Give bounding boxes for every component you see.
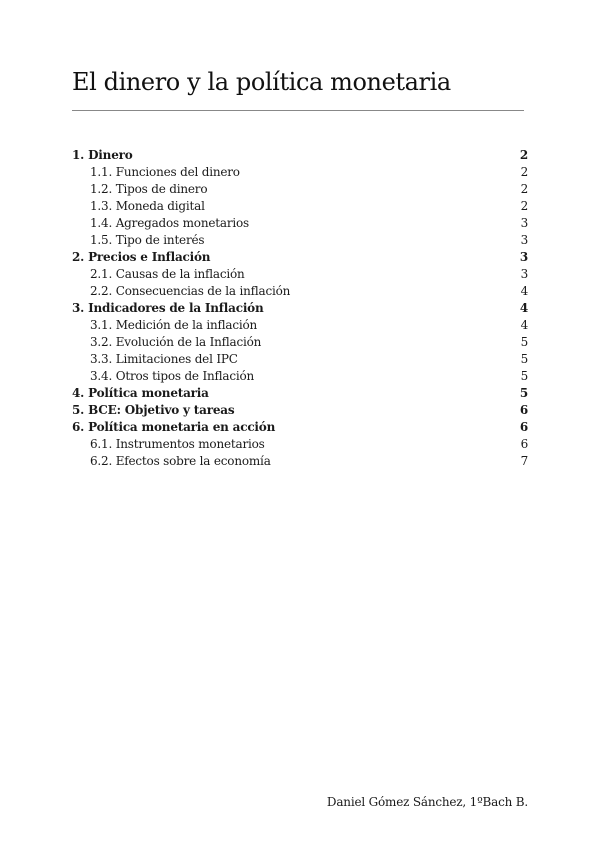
toc-section-entry[interactable] (72, 419, 528, 436)
toc-entry-label: 5. BCE: Objetivo y tareas (72, 403, 235, 417)
toc-subsection-entry[interactable] (72, 215, 528, 232)
toc-section-entry[interactable] (72, 300, 528, 317)
toc-entry-label: 2.1. Causas de la inflación (90, 267, 245, 281)
toc-page-number: 3 (519, 250, 528, 264)
toc-page-number: 7 (520, 454, 528, 468)
toc-entry-label: 4. Política monetaria (72, 386, 209, 400)
toc-page-number: 2 (519, 148, 528, 162)
toc-subsection-entry[interactable] (72, 198, 528, 215)
toc-entry-label: 3.3. Limitaciones del IPC (90, 352, 238, 366)
title-divider (72, 110, 524, 111)
toc-page-number: 5 (520, 352, 528, 366)
toc-entry-label: 6.1. Instrumentos monetarios (90, 437, 265, 451)
toc-section-entry[interactable] (72, 249, 528, 266)
toc-subsection-entry[interactable] (72, 283, 528, 300)
author-footer: Daniel Gómez Sánchez, 1ºBach B. (326, 795, 528, 809)
toc-entry-label: 6. Política monetaria en acción (72, 420, 276, 434)
toc-subsection-entry[interactable] (72, 317, 528, 334)
toc-entry-label: 2.2. Consecuencias de la inflación (90, 284, 291, 298)
toc-page-number: 5 (520, 369, 528, 383)
table-of-contents (72, 147, 528, 470)
toc-subsection-entry[interactable] (72, 164, 528, 181)
toc-entry-label: 6.2. Efectos sobre la economía (90, 454, 271, 468)
toc-section-entry[interactable] (72, 147, 528, 164)
toc-page-number: 5 (519, 386, 528, 400)
toc-subsection-entry[interactable] (72, 436, 528, 453)
toc-page-number: 6 (519, 403, 528, 417)
toc-subsection-entry[interactable] (72, 334, 528, 351)
toc-page-number: 4 (519, 301, 528, 315)
toc-entry-label: 1.5. Tipo de interés (90, 233, 205, 247)
toc-page-number: 6 (520, 437, 528, 451)
toc-page-number: 4 (520, 284, 528, 298)
toc-section-entry[interactable] (72, 402, 528, 419)
toc-entry-label: 1.4. Agregados monetarios (90, 216, 249, 230)
toc-entry-label: 2. Precios e Inflación (72, 250, 211, 264)
toc-subsection-entry[interactable] (72, 232, 528, 249)
toc-page-number: 2 (520, 165, 528, 179)
toc-page-number: 4 (520, 318, 528, 332)
toc-page-number: 2 (520, 182, 528, 196)
toc-page-number: 6 (519, 420, 528, 434)
toc-subsection-entry[interactable] (72, 351, 528, 368)
toc-subsection-entry[interactable] (72, 453, 528, 470)
toc-section-entry[interactable] (72, 385, 528, 402)
toc-subsection-entry[interactable] (72, 181, 528, 198)
toc-entry-label: 3.4. Otros tipos de Inflación (90, 369, 255, 383)
toc-entry-label: 3.2. Evolución de la Inflación (90, 335, 262, 349)
toc-entry-label: 3.1. Medición de la inflación (90, 318, 258, 332)
toc-subsection-entry[interactable] (72, 266, 528, 283)
toc-entry-label: 3. Indicadores de la Inflación (72, 301, 264, 315)
toc-page-number: 5 (520, 335, 528, 349)
toc-entry-label: 1. Dinero (72, 148, 133, 162)
toc-entry-label: 1.1. Funciones del dinero (90, 165, 240, 179)
toc-page-number: 3 (520, 233, 528, 247)
toc-subsection-entry[interactable] (72, 368, 528, 385)
toc-entry-label: 1.2. Tipos de dinero (90, 182, 208, 196)
document-title: El dinero y la política monetaria (72, 68, 451, 96)
toc-page-number: 3 (520, 216, 528, 230)
toc-entry-label: 1.3. Moneda digital (90, 199, 205, 213)
toc-page-number: 2 (520, 199, 528, 213)
toc-page-number: 3 (520, 267, 528, 281)
